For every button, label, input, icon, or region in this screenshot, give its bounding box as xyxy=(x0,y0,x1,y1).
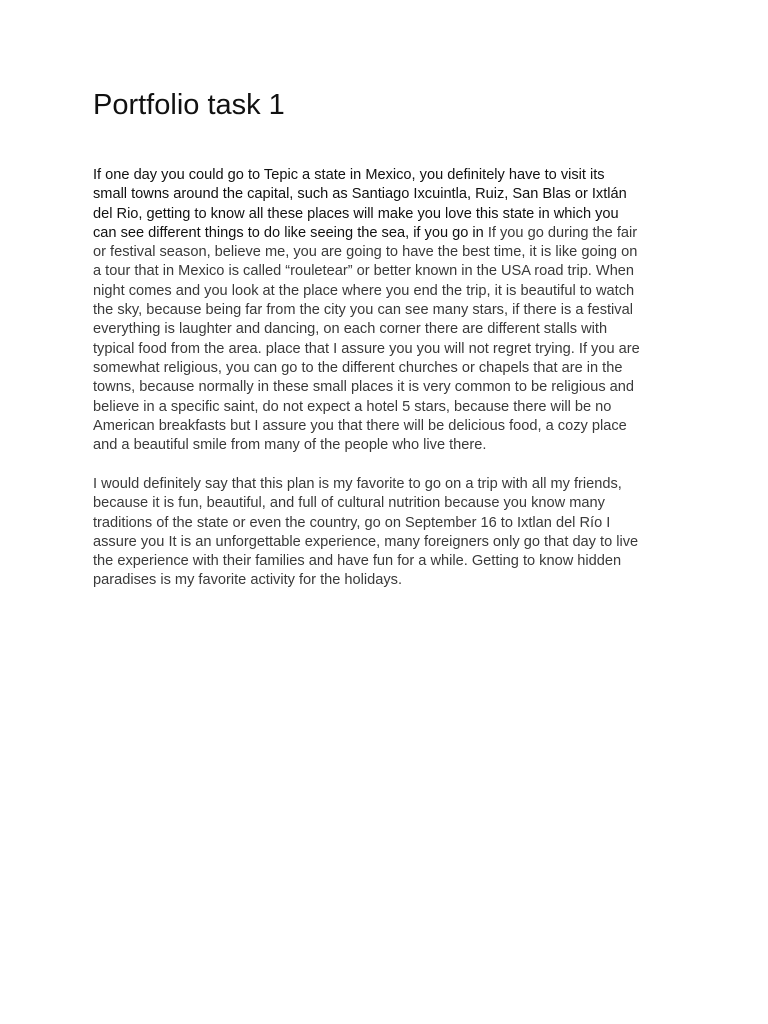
paragraph-line xyxy=(93,224,640,243)
paragraph-line: the experience with their families and have fun for a while. Getting to know hidden xyxy=(93,553,622,570)
paragraph-line: assure you It is an unforgettable experience, many foreigners only go that day to live xyxy=(93,533,639,550)
paragraph-line: and a beautiful smile from many of the people who live there. xyxy=(93,437,487,454)
paragraph-line: small towns around the capital, such as Santiago Ixcuintla, Ruiz, San Blas or Ixtlán xyxy=(93,186,627,203)
paragraph-line: everything is laughter and dancing, on each corner there are different stalls with xyxy=(93,321,608,338)
paragraph-line: or festival season, believe me, you are going to have the best time, it is like going on xyxy=(93,244,638,261)
paragraph-line: typical food from the area. place that I assure you you will not regret trying. If you are xyxy=(93,340,640,357)
document-title: Portfolio task 1 xyxy=(93,89,285,121)
paragraph-line: del Rio, getting to know all these places will make you love this state in which you xyxy=(93,205,619,222)
paragraph-line: American breakfasts but I assure you that there will be delicious food, a cozy place xyxy=(93,417,627,434)
paragraph-line: If one day you could go to Tepic a state in Mexico, you definitely have to visit its xyxy=(93,167,605,183)
paragraph-favorite-plan xyxy=(93,475,638,591)
paragraph-line: I would definitely say that this plan is my favorite to go on a trip with all my friends, xyxy=(93,476,622,492)
paragraph-tepic-visit xyxy=(93,166,640,455)
paragraph-line-segment: can see different things to do like seeing the sea, if you go in xyxy=(93,224,484,241)
paragraph-line: believe in a specific saint, do not expect a hotel 5 stars, because there will be no xyxy=(93,398,612,415)
paragraph-line: paradises is my favorite activity for the holidays. xyxy=(93,572,403,589)
paragraph-line: the sky, because being far from the city you can see many stars, if there is a festival xyxy=(93,302,633,319)
paragraph-line: somewhat religious, you can go to the different churches or chapels that are in the xyxy=(93,359,623,376)
paragraph-line: a tour that in Mexico is called “rouletear” or better known in the USA road trip. When xyxy=(93,263,635,280)
paragraph-line: traditions of the state or even the country, go on September 16 to Ixtlan del Río I xyxy=(93,514,611,531)
paragraph-line: night comes and you look at the place where you end the trip, it is beautiful to watch xyxy=(93,282,635,299)
paragraph-line-continuation: If you go during the fair xyxy=(483,224,638,241)
paragraph-line: because it is fun, beautiful, and full of cultural nutrition because you know many xyxy=(93,495,605,512)
paragraph-line: towns, because normally in these small places it is very common to be religious and xyxy=(93,379,635,396)
